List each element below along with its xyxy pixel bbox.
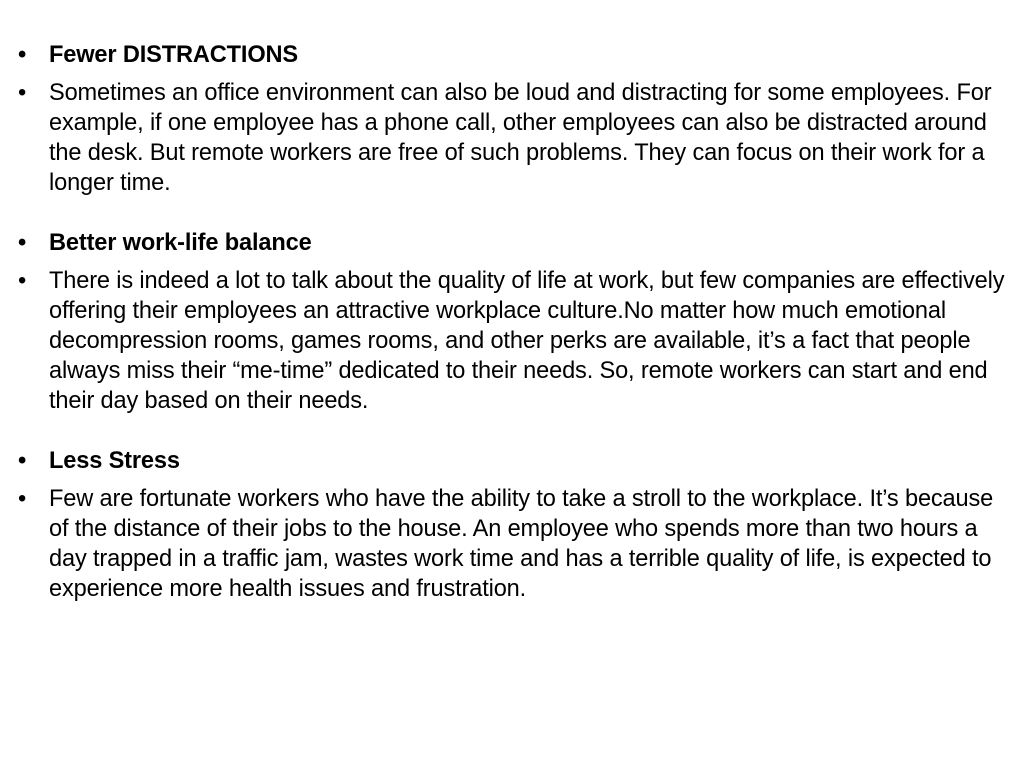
slide-content (16, 40, 1016, 604)
section-body-fewer-distractions: • Sometimes an office environment can also be loud and distracting for some employees. For example, if one employee has a phone call, other employees can also be distracted around the desk. But remote workers are free of such problems. They can focus on their work for a longer time. (16, 78, 1016, 198)
section-heading-work-life-balance: • Better work-life balance (16, 228, 1016, 258)
section-heading-fewer-distractions: • Fewer DISTRACTIONS (16, 40, 1016, 70)
section-heading-less-stress: • Less Stress (16, 446, 1016, 476)
section-body-work-life-balance: • There is indeed a lot to talk about the quality of life at work, but few companies are effectively offering their employees an attractive workplace culture.No matter how much emotional decompression rooms, games rooms, and other perks are available, it’s a fact that people always miss their “me-time” dedicated to their needs. So, remote workers can start and end their day based on their needs. (16, 266, 1016, 416)
bullet-list (16, 40, 1016, 604)
section-body-less-stress: • Few are fortunate workers who have the ability to take a stroll to the workplace. It’s because of the distance of their jobs to the house. An employee who spends more than two hours a day trapped in a traffic jam, wastes work time and has a terrible quality of life, is expected to experience more health issues and frustration. (16, 484, 1016, 604)
